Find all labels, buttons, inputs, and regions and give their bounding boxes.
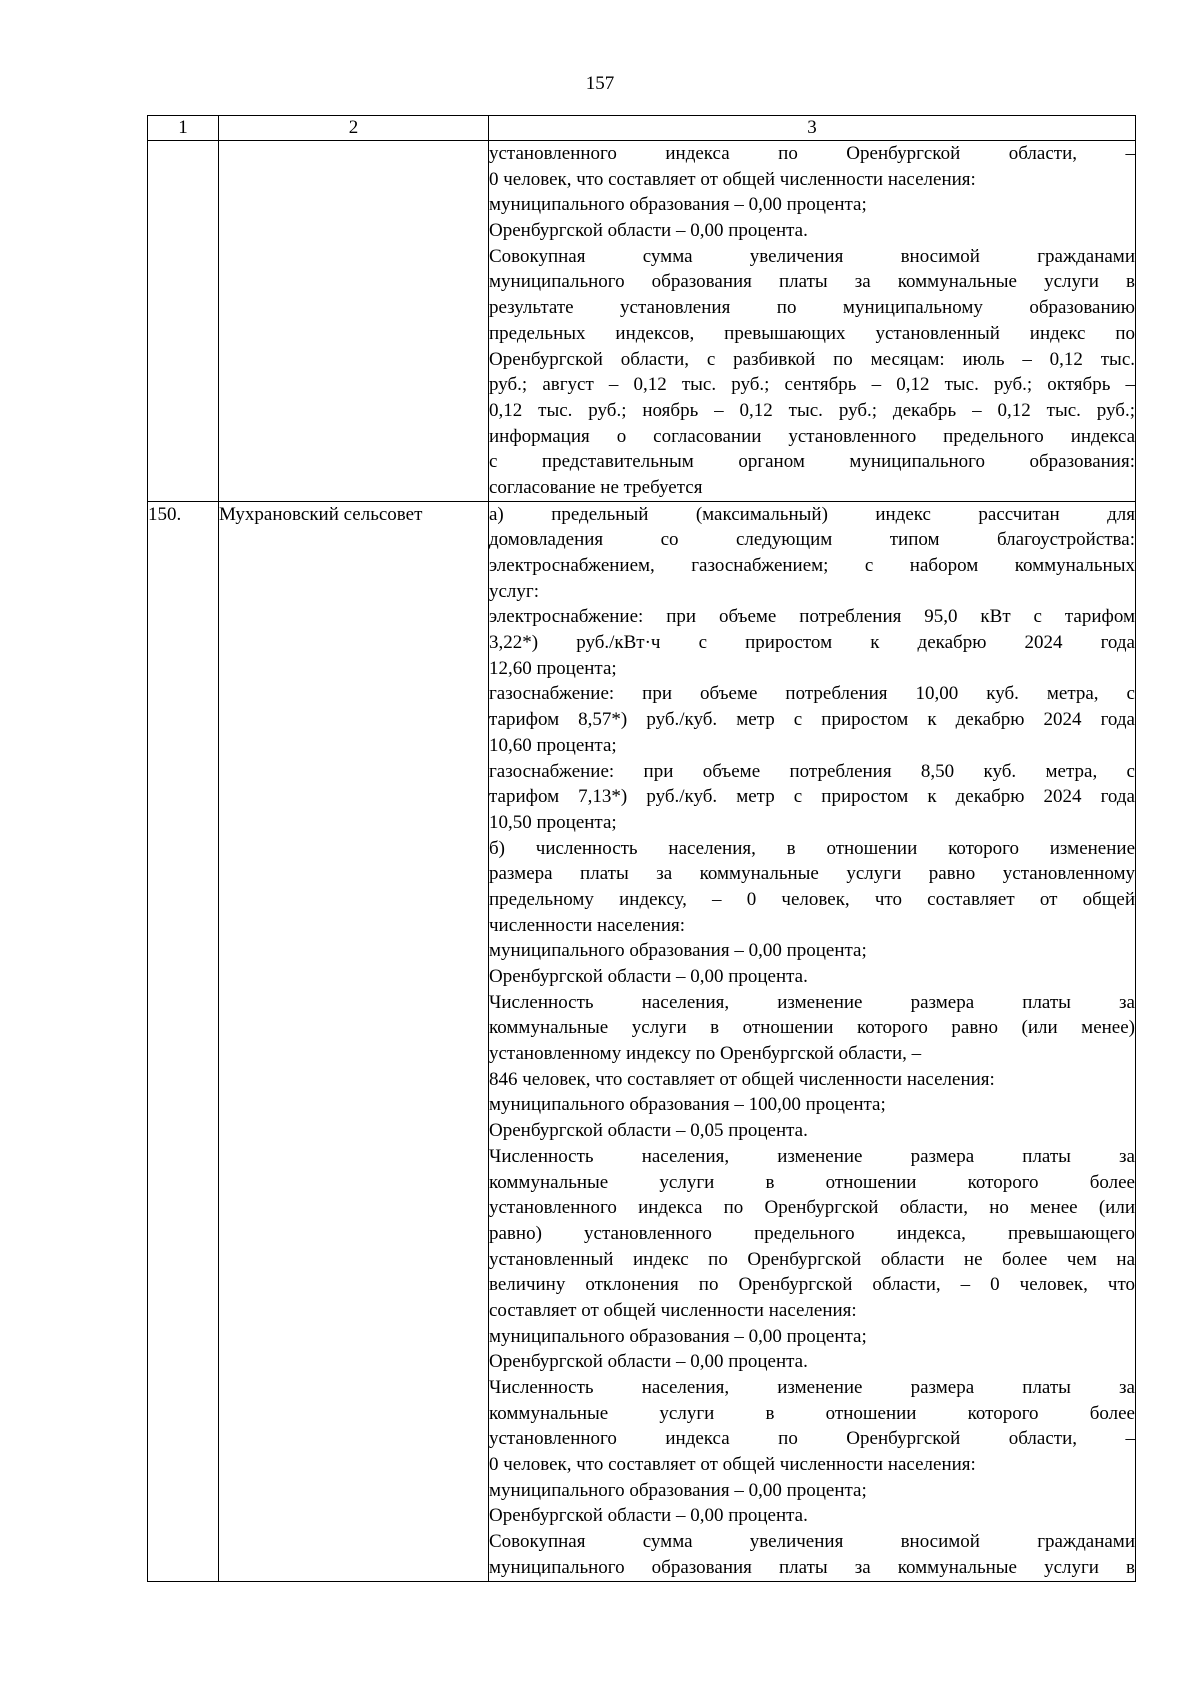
- text-line: Оренбургской области, с разбивкой по месяцам: июль – 0,12 тыс.: [489, 348, 1135, 370]
- header-col-1: 1: [148, 116, 219, 141]
- text-line: Оренбургской области – 0,00 процента.: [489, 1505, 808, 1527]
- text-line: а) предельный (максимальный) индекс рассчитан для: [489, 503, 1135, 525]
- text-line: равно) установленного предельного индекса, превышающего: [489, 1222, 1135, 1244]
- row-description: [489, 141, 1136, 502]
- text-line: установленному индексу по Оренбургской области, –: [489, 1043, 922, 1065]
- data-table: [147, 115, 1136, 1582]
- text-line: электроснабжение: при объеме потребления 95,0 кВт с тарифом: [489, 606, 1135, 628]
- text-line: 10,50 процента;: [489, 811, 617, 833]
- text-line: муниципального образования – 0,00 процента;: [489, 194, 867, 216]
- text-line: установленный индекс по Оренбургской области не более чем на: [489, 1248, 1135, 1270]
- text-line: Оренбургской области – 0,00 процента.: [489, 966, 808, 987]
- text-line: 846 человек, что составляет от общей численности населения:: [489, 1068, 995, 1090]
- text-line: коммунальные услуги в отношении которого равно (или менее): [489, 1017, 1135, 1039]
- text-line: численности населения:: [489, 914, 686, 936]
- row-description: [489, 501, 1136, 1581]
- text-line: Совокупная сумма увеличения вносимой гражданами: [489, 245, 1135, 267]
- row-number: [148, 141, 219, 502]
- text-line: Оренбургской области – 0,00 процента.: [489, 220, 808, 242]
- text-line: муниципального образования – 0,00 процента;: [489, 940, 867, 962]
- text-line: коммунальные услуги в отношении которого более: [489, 1171, 1135, 1193]
- text-line: Оренбургской области – 0,00 процента.: [489, 1351, 808, 1373]
- text-line: результате установления по муниципальному образованию: [489, 297, 1135, 319]
- text-line: 0,12 тыс. руб.; ноябрь – 0,12 тыс. руб.; декабрь – 0,12 тыс. руб.;: [489, 399, 1135, 421]
- text-line: муниципального образования – 0,00 процента;: [489, 1325, 867, 1347]
- text-line: Численность населения, изменение размера платы за: [489, 1377, 1135, 1398]
- text-line: величину отклонения по Оренбургской области, – 0 человек, что: [489, 1274, 1135, 1296]
- text-line: муниципального образования – 100,00 процента;: [489, 1094, 886, 1116]
- text-line: согласование не требуется: [489, 476, 703, 498]
- text-line: предельному индексу, – 0 человек, что составляет от общей: [489, 888, 1135, 910]
- text-line: 10,60 процента;: [489, 734, 617, 756]
- text-line: Численность населения, изменение размера платы за: [489, 1145, 1135, 1167]
- text-line: муниципального образования платы за коммунальные услуги в: [489, 1556, 1135, 1578]
- text-line: составляет от общей численности населения:: [489, 1299, 857, 1321]
- text-line: Совокупная сумма увеличения вносимой гражданами: [489, 1531, 1135, 1553]
- page-number: 157: [585, 73, 615, 94]
- table-header-row: [148, 116, 1136, 141]
- header-col-3: 3: [489, 116, 1136, 141]
- municipality-name: Мухрановский сельсовет: [219, 501, 489, 1581]
- text-line: установленного индекса по Оренбургской области, –: [489, 1428, 1135, 1450]
- header-col-2: 2: [219, 116, 489, 141]
- text-line: электроснабжением, газоснабжением; с набором коммунальных: [489, 555, 1135, 576]
- text-line: 0 человек, что составляет от общей численности населения:: [489, 168, 976, 190]
- text-line: коммунальные услуги в отношении которого более: [489, 1402, 1135, 1424]
- text-line: установленного индекса по Оренбургской области, –: [489, 143, 1135, 164]
- text-line: с представительным органом муниципального образования:: [489, 451, 1135, 473]
- text-line: муниципального образования платы за коммунальные услуги в: [489, 271, 1135, 293]
- text-line: информация о согласовании установленного предельного индекса: [489, 425, 1135, 447]
- text-line: домовладения со следующим типом благоустройства:: [489, 529, 1135, 551]
- text-line: руб.; август – 0,12 тыс. руб.; сентябрь – 0,12 тыс. руб.; октябрь –: [489, 374, 1135, 396]
- text-line: Оренбургской области – 0,05 процента.: [489, 1120, 808, 1142]
- text-line: размера платы за коммунальные услуги равно установленному: [489, 863, 1135, 885]
- table-row: [148, 501, 1136, 1581]
- text-line: Численность населения, изменение размера платы за: [489, 991, 1135, 1013]
- text-line: предельных индексов, превышающих установленный индекс по: [489, 322, 1135, 344]
- text-line: 3,22*) руб./кВт·ч с приростом к декабрю 2024 года: [489, 632, 1135, 654]
- text-line: газоснабжение: при объеме потребления 8,50 куб. метра, с: [489, 760, 1135, 782]
- municipality-name: [219, 141, 489, 502]
- text-line: газоснабжение: при объеме потребления 10,00 куб. метра, с: [489, 683, 1135, 705]
- text-line: 12,60 процента;: [489, 657, 617, 679]
- text-line: тарифом 7,13*) руб./куб. метр с приростом к декабрю 2024 года: [489, 786, 1135, 808]
- text-line: 0 человек, что составляет от общей численности населения:: [489, 1454, 976, 1476]
- row-number: 150.: [148, 501, 219, 1581]
- table-row: [148, 141, 1136, 502]
- text-line: б) численность населения, в отношении которого изменение: [489, 837, 1135, 859]
- text-line: услуг:: [489, 580, 539, 602]
- text-line: муниципального образования – 0,00 процента;: [489, 1479, 867, 1501]
- text-line: тарифом 8,57*) руб./куб. метр с приростом к декабрю 2024 года: [489, 709, 1135, 731]
- text-line: установленного индекса по Оренбургской области, но менее (или: [489, 1197, 1135, 1219]
